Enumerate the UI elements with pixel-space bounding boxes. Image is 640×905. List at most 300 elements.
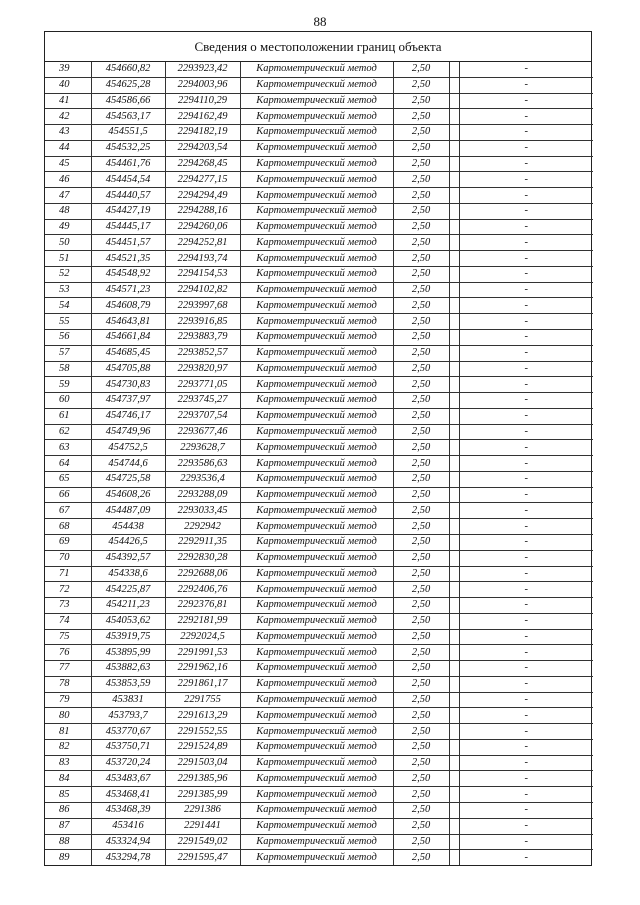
method-cell: Картометрический метод [240, 645, 393, 661]
point-number-cell: 45 [45, 156, 91, 172]
empty-cell [449, 440, 459, 456]
table-row [45, 676, 593, 692]
table-row [45, 62, 593, 77]
point-number-cell: 63 [45, 440, 91, 456]
method-cell: Картометрический метод [240, 393, 393, 409]
coordinate-y-cell: 2294294,49 [165, 188, 240, 204]
coordinate-x-cell: 454053,62 [91, 613, 165, 629]
method-cell: Картометрический метод [240, 188, 393, 204]
empty-cell [449, 566, 459, 582]
boundary-table-frame [44, 31, 592, 866]
empty-cell [449, 708, 459, 724]
empty-cell [449, 471, 459, 487]
description-cell: - [459, 692, 593, 708]
table-row [45, 109, 593, 125]
coordinate-y-cell: 2294182,19 [165, 125, 240, 141]
table-row [45, 345, 593, 361]
table-row [45, 487, 593, 503]
coordinate-y-cell: 2293923,42 [165, 62, 240, 77]
coordinate-y-cell: 2294162,49 [165, 109, 240, 125]
empty-cell [449, 755, 459, 771]
empty-cell [449, 156, 459, 172]
method-cell: Картометрический метод [240, 771, 393, 787]
empty-cell [449, 550, 459, 566]
accuracy-cell: 2,50 [393, 692, 449, 708]
coordinate-x-cell: 453770,67 [91, 724, 165, 740]
method-cell: Картометрический метод [240, 156, 393, 172]
empty-cell [449, 77, 459, 93]
point-number-cell: 59 [45, 377, 91, 393]
table-row [45, 534, 593, 550]
accuracy-cell: 2,50 [393, 598, 449, 614]
accuracy-cell: 2,50 [393, 503, 449, 519]
coordinate-x-cell: 454752,5 [91, 440, 165, 456]
method-cell: Картометрический метод [240, 519, 393, 535]
table-row [45, 802, 593, 818]
coordinate-y-cell: 2292181,99 [165, 613, 240, 629]
method-cell: Картометрический метод [240, 676, 393, 692]
coordinate-y-cell: 2291613,29 [165, 708, 240, 724]
coordinate-y-cell: 2294193,74 [165, 251, 240, 267]
description-cell: - [459, 377, 593, 393]
accuracy-cell: 2,50 [393, 361, 449, 377]
table-row [45, 251, 593, 267]
table-row [45, 393, 593, 409]
point-number-cell: 84 [45, 771, 91, 787]
coordinate-y-cell: 2292942 [165, 519, 240, 535]
point-number-cell: 67 [45, 503, 91, 519]
accuracy-cell: 2,50 [393, 582, 449, 598]
point-number-cell: 56 [45, 330, 91, 346]
description-cell: - [459, 361, 593, 377]
point-number-cell: 74 [45, 613, 91, 629]
coordinate-y-cell: 2291755 [165, 692, 240, 708]
accuracy-cell: 2,50 [393, 140, 449, 156]
coordinate-x-cell: 454532,25 [91, 140, 165, 156]
coordinate-y-cell: 2291385,99 [165, 787, 240, 803]
coordinate-y-cell: 2293916,85 [165, 314, 240, 330]
point-number-cell: 47 [45, 188, 91, 204]
coordinate-y-cell: 2291386 [165, 802, 240, 818]
description-cell: - [459, 503, 593, 519]
coordinate-y-cell: 2291552,55 [165, 724, 240, 740]
description-cell: - [459, 550, 593, 566]
accuracy-cell: 2,50 [393, 77, 449, 93]
empty-cell [449, 629, 459, 645]
accuracy-cell: 2,50 [393, 188, 449, 204]
empty-cell [449, 787, 459, 803]
point-number-cell: 57 [45, 345, 91, 361]
table-row [45, 235, 593, 251]
point-number-cell: 39 [45, 62, 91, 77]
empty-cell [449, 834, 459, 850]
table-title: Сведения о местоположении границ объекта [45, 32, 591, 62]
coordinate-y-cell: 2291385,96 [165, 771, 240, 787]
empty-cell [449, 251, 459, 267]
coordinate-x-cell: 453468,41 [91, 787, 165, 803]
table-row [45, 771, 593, 787]
description-cell: - [459, 424, 593, 440]
point-number-cell: 60 [45, 393, 91, 409]
accuracy-cell: 2,50 [393, 834, 449, 850]
table-row [45, 361, 593, 377]
table-row [45, 739, 593, 755]
accuracy-cell: 2,50 [393, 850, 449, 865]
point-number-cell: 79 [45, 692, 91, 708]
table-row [45, 755, 593, 771]
point-number-cell: 64 [45, 456, 91, 472]
method-cell: Картометрический метод [240, 692, 393, 708]
point-number-cell: 77 [45, 661, 91, 677]
method-cell: Картометрический метод [240, 408, 393, 424]
coordinate-x-cell: 454730,83 [91, 377, 165, 393]
description-cell: - [459, 330, 593, 346]
coordinate-y-cell: 2292406,76 [165, 582, 240, 598]
table-row [45, 298, 593, 314]
accuracy-cell: 2,50 [393, 219, 449, 235]
method-cell: Картометрический метод [240, 424, 393, 440]
empty-cell [449, 519, 459, 535]
table-row [45, 377, 593, 393]
accuracy-cell: 2,50 [393, 298, 449, 314]
accuracy-cell: 2,50 [393, 330, 449, 346]
accuracy-cell: 2,50 [393, 519, 449, 535]
table-row [45, 203, 593, 219]
coordinate-x-cell: 454338,6 [91, 566, 165, 582]
method-cell: Картометрический метод [240, 125, 393, 141]
coordinate-x-cell: 454548,92 [91, 266, 165, 282]
description-cell: - [459, 598, 593, 614]
description-cell: - [459, 834, 593, 850]
accuracy-cell: 2,50 [393, 282, 449, 298]
method-cell: Картометрический метод [240, 440, 393, 456]
accuracy-cell: 2,50 [393, 125, 449, 141]
table-body [45, 62, 593, 865]
method-cell: Картометрический метод [240, 787, 393, 803]
table-row [45, 330, 593, 346]
table-row [45, 661, 593, 677]
empty-cell [449, 739, 459, 755]
coordinate-x-cell: 454744,6 [91, 456, 165, 472]
method-cell: Картометрический метод [240, 534, 393, 550]
coordinate-x-cell: 454608,26 [91, 487, 165, 503]
empty-cell [449, 298, 459, 314]
coordinate-x-cell: 453324,94 [91, 834, 165, 850]
table-row [45, 93, 593, 109]
coordinate-x-cell: 454461,76 [91, 156, 165, 172]
coordinate-x-cell: 453853,59 [91, 676, 165, 692]
table-row [45, 125, 593, 141]
coordinate-y-cell: 2293771,05 [165, 377, 240, 393]
coordinate-x-cell: 454211,23 [91, 598, 165, 614]
coordinate-y-cell: 2293707,54 [165, 408, 240, 424]
coordinate-x-cell: 454625,28 [91, 77, 165, 93]
point-number-cell: 40 [45, 77, 91, 93]
coordinate-x-cell: 454440,57 [91, 188, 165, 204]
coordinate-y-cell: 2291991,53 [165, 645, 240, 661]
page-number: 88 [313, 14, 327, 29]
coordinate-y-cell: 2294110,29 [165, 93, 240, 109]
description-cell: - [459, 219, 593, 235]
table-row [45, 550, 593, 566]
method-cell: Картометрический метод [240, 298, 393, 314]
accuracy-cell: 2,50 [393, 566, 449, 582]
description-cell: - [459, 629, 593, 645]
coordinate-y-cell: 2294288,16 [165, 203, 240, 219]
description-cell: - [459, 440, 593, 456]
method-cell: Картометрический метод [240, 598, 393, 614]
empty-cell [449, 692, 459, 708]
method-cell: Картометрический метод [240, 330, 393, 346]
table-row [45, 692, 593, 708]
point-number-cell: 55 [45, 314, 91, 330]
table-row [45, 140, 593, 156]
point-number-cell: 66 [45, 487, 91, 503]
point-number-cell: 61 [45, 408, 91, 424]
empty-cell [449, 456, 459, 472]
description-cell: - [459, 471, 593, 487]
empty-cell [449, 661, 459, 677]
empty-cell [449, 377, 459, 393]
description-cell: - [459, 282, 593, 298]
table-row [45, 787, 593, 803]
accuracy-cell: 2,50 [393, 62, 449, 77]
description-cell: - [459, 345, 593, 361]
empty-cell [449, 724, 459, 740]
empty-cell [449, 361, 459, 377]
table-row [45, 188, 593, 204]
coordinate-x-cell: 453294,78 [91, 850, 165, 865]
accuracy-cell: 2,50 [393, 408, 449, 424]
table-row [45, 582, 593, 598]
empty-cell [449, 314, 459, 330]
accuracy-cell: 2,50 [393, 724, 449, 740]
coordinate-x-cell: 454705,88 [91, 361, 165, 377]
method-cell: Картометрический метод [240, 219, 393, 235]
table-row [45, 282, 593, 298]
point-number-cell: 51 [45, 251, 91, 267]
description-cell: - [459, 235, 593, 251]
method-cell: Картометрический метод [240, 456, 393, 472]
coordinate-x-cell: 454551,5 [91, 125, 165, 141]
coordinate-x-cell: 454608,79 [91, 298, 165, 314]
empty-cell [449, 645, 459, 661]
accuracy-cell: 2,50 [393, 802, 449, 818]
accuracy-cell: 2,50 [393, 424, 449, 440]
coordinate-y-cell: 2293033,45 [165, 503, 240, 519]
point-number-cell: 82 [45, 739, 91, 755]
coordinate-x-cell: 454392,57 [91, 550, 165, 566]
empty-cell [449, 172, 459, 188]
table-row [45, 408, 593, 424]
table-row [45, 598, 593, 614]
coordinate-y-cell: 2292688,06 [165, 566, 240, 582]
description-cell: - [459, 676, 593, 692]
description-cell: - [459, 393, 593, 409]
description-cell: - [459, 519, 593, 535]
coordinate-y-cell: 2294277,15 [165, 172, 240, 188]
point-number-cell: 88 [45, 834, 91, 850]
coordinate-y-cell: 2291524,89 [165, 739, 240, 755]
accuracy-cell: 2,50 [393, 251, 449, 267]
empty-cell [449, 235, 459, 251]
empty-cell [449, 203, 459, 219]
table-row [45, 471, 593, 487]
accuracy-cell: 2,50 [393, 739, 449, 755]
accuracy-cell: 2,50 [393, 613, 449, 629]
coordinate-x-cell: 453895,99 [91, 645, 165, 661]
accuracy-cell: 2,50 [393, 629, 449, 645]
coordinate-y-cell: 2293586,63 [165, 456, 240, 472]
point-number-cell: 50 [45, 235, 91, 251]
coordinate-y-cell: 2293997,68 [165, 298, 240, 314]
coordinate-x-cell: 453919,75 [91, 629, 165, 645]
method-cell: Картометрический метод [240, 550, 393, 566]
description-cell: - [459, 77, 593, 93]
description-cell: - [524, 851, 528, 863]
point-number-cell: 42 [45, 109, 91, 125]
empty-cell [449, 487, 459, 503]
empty-cell [449, 109, 459, 125]
description-cell: - [459, 802, 593, 818]
coordinate-y-cell: 2292911,35 [165, 534, 240, 550]
coordinate-x-cell: 454725,58 [91, 471, 165, 487]
coordinate-x-cell: 454685,45 [91, 345, 165, 361]
table-row [45, 314, 593, 330]
coordinate-x-cell: 454487,09 [91, 503, 165, 519]
accuracy-cell: 2,50 [393, 645, 449, 661]
method-cell: Картометрический метод [240, 377, 393, 393]
accuracy-cell: 2,50 [393, 172, 449, 188]
description-cell: - [459, 739, 593, 755]
coordinate-y-cell: 2293288,09 [165, 487, 240, 503]
accuracy-cell: 2,50 [393, 393, 449, 409]
method-cell: Картометрический метод [240, 266, 393, 282]
coordinate-y-cell: 2292830,28 [165, 550, 240, 566]
coordinate-y-cell: 2293677,46 [165, 424, 240, 440]
accuracy-cell: 2,50 [393, 235, 449, 251]
method-cell: Картометрический метод [240, 724, 393, 740]
coordinate-x-cell: 454643,81 [91, 314, 165, 330]
point-number-cell: 81 [45, 724, 91, 740]
coordinate-x-cell: 454737,97 [91, 393, 165, 409]
coordinate-y-cell: 2293883,79 [165, 330, 240, 346]
empty-cell [449, 93, 459, 109]
coordinate-x-cell: 454563,17 [91, 109, 165, 125]
description-cell: - [459, 487, 593, 503]
accuracy-cell: 2,50 [393, 771, 449, 787]
method-cell: Картометрический метод [240, 834, 393, 850]
coordinate-x-cell: 454451,57 [91, 235, 165, 251]
coordinate-x-cell: 454438 [91, 519, 165, 535]
point-number-cell: 83 [45, 755, 91, 771]
coordinate-x-cell: 453793,7 [91, 708, 165, 724]
point-number-cell: 70 [45, 550, 91, 566]
table-row [45, 566, 593, 582]
accuracy-cell: 2,50 [393, 377, 449, 393]
method-cell: Картометрический метод [240, 566, 393, 582]
point-number-cell: 52 [45, 266, 91, 282]
point-number-cell: 44 [45, 140, 91, 156]
coordinate-x-cell: 454746,17 [91, 408, 165, 424]
description-cell: - [459, 456, 593, 472]
description-cell: - [459, 755, 593, 771]
method-cell: Картометрический метод [240, 93, 393, 109]
description-cell: - [459, 125, 593, 141]
method-cell: Картометрический метод [240, 140, 393, 156]
method-cell: Картометрический метод [240, 613, 393, 629]
table-row [45, 424, 593, 440]
coordinate-y-cell: 2293628,7 [165, 440, 240, 456]
description-cell: - [459, 708, 593, 724]
point-number-cell: 53 [45, 282, 91, 298]
point-number-cell: 85 [45, 787, 91, 803]
accuracy-cell: 2,50 [393, 345, 449, 361]
point-number-cell: 48 [45, 203, 91, 219]
description-cell: - [459, 661, 593, 677]
coordinate-x-cell: 454445,17 [91, 219, 165, 235]
method-cell: Картометрический метод [240, 62, 393, 77]
description-cell: - [459, 266, 593, 282]
coordinate-y-cell: 2294102,82 [165, 282, 240, 298]
accuracy-cell: 2,50 [393, 818, 449, 834]
empty-cell [449, 266, 459, 282]
coordinate-x-cell: 454426,5 [91, 534, 165, 550]
empty-cell [449, 345, 459, 361]
table-row [45, 266, 593, 282]
point-number-cell: 87 [45, 818, 91, 834]
accuracy-cell: 2,50 [393, 266, 449, 282]
method-cell: Картометрический метод [240, 251, 393, 267]
coordinate-y-cell: 2291441 [165, 818, 240, 834]
coordinate-x-cell: 453720,24 [91, 755, 165, 771]
description-cell: - [459, 109, 593, 125]
coordinate-x-cell: 454749,96 [91, 424, 165, 440]
coordinate-y-cell: 2294252,81 [165, 235, 240, 251]
method-cell: Картометрический метод [240, 582, 393, 598]
table-row [45, 834, 593, 850]
table-row [45, 219, 593, 235]
point-number-cell: 71 [45, 566, 91, 582]
method-cell: Картометрический метод [240, 109, 393, 125]
empty-cell [449, 330, 459, 346]
coordinate-y-cell: 2294268,45 [165, 156, 240, 172]
accuracy-cell: 2,50 [393, 661, 449, 677]
method-cell: Картометрический метод [240, 739, 393, 755]
description-cell: - [459, 534, 593, 550]
accuracy-cell: 2,50 [393, 550, 449, 566]
coordinate-y-cell: 2293852,57 [165, 345, 240, 361]
table-row [45, 77, 593, 93]
accuracy-cell: 2,50 [393, 203, 449, 219]
method-cell: Картометрический метод [240, 818, 393, 834]
description-cell: - [459, 787, 593, 803]
coordinate-y-cell: 2293745,27 [165, 393, 240, 409]
coordinate-x-cell: 454521,35 [91, 251, 165, 267]
accuracy-cell: 2,50 [393, 487, 449, 503]
accuracy-cell: 2,50 [393, 440, 449, 456]
table-row [45, 629, 593, 645]
empty-cell [449, 125, 459, 141]
point-number-cell: 78 [45, 676, 91, 692]
coordinate-y-cell: 2291595,47 [165, 850, 240, 865]
empty-cell [449, 282, 459, 298]
coordinate-x-cell: 454571,23 [91, 282, 165, 298]
method-cell: Картометрический метод [240, 282, 393, 298]
description-cell: - [459, 188, 593, 204]
accuracy-cell: 2,50 [393, 456, 449, 472]
empty-cell [449, 818, 459, 834]
